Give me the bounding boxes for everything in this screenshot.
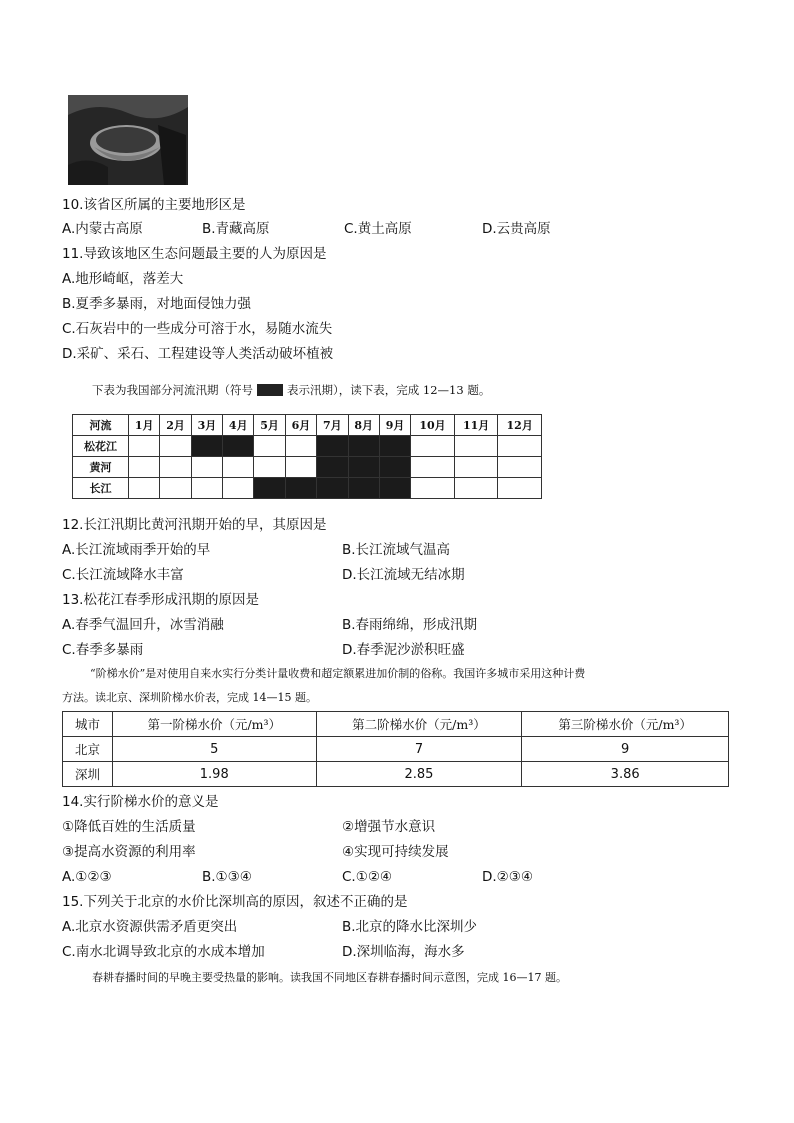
- q14-item-4: ④实现可持续发展: [342, 844, 449, 860]
- month-cell: [411, 478, 455, 499]
- table-row: [73, 436, 542, 457]
- q11-option-d[interactable]: D.采矿、采石、工程建设等人类活动破坏植被: [62, 346, 334, 362]
- flood-header-cell: 4月: [223, 415, 254, 436]
- month-cell: [454, 457, 498, 478]
- q15-stem: 15.下列关于北京的水价比深圳高的原因，叙述不正确的是: [62, 894, 408, 910]
- q14-option-a[interactable]: A.①②③: [62, 869, 112, 885]
- flood-header-cell: 6月: [285, 415, 316, 436]
- flood-month-cell: [254, 478, 285, 499]
- price-header-cell: 第一阶梯水价（元/m³）: [112, 712, 316, 737]
- q15-option-a[interactable]: A.北京水资源供需矛盾更突出: [62, 919, 238, 935]
- flood-header-cell: 12月: [498, 415, 542, 436]
- q13-option-c[interactable]: C.春季多暴雨: [62, 642, 144, 658]
- q11-option-b[interactable]: B.夏季多暴雨，对地面侵蚀力强: [62, 296, 252, 312]
- flood-header-cell: 5月: [254, 415, 285, 436]
- table-row: [73, 457, 542, 478]
- flood-table: [72, 414, 542, 499]
- month-cell: [191, 478, 222, 499]
- month-cell: [129, 478, 160, 499]
- q11-option-a[interactable]: A.地形崎岖，落差大: [62, 271, 184, 287]
- q10-options: [62, 220, 742, 238]
- q14-stem: 14.实行阶梯水价的意义是: [62, 794, 219, 810]
- q14-item-1: ①降低百姓的生活质量: [62, 819, 196, 835]
- q14-item-3: ③提高水资源的利用率: [62, 844, 196, 860]
- price-cell: 1.98: [112, 762, 316, 787]
- flood-header-cell: 11月: [454, 415, 498, 436]
- price-cell: 3.86: [522, 762, 729, 787]
- q15-option-d[interactable]: D.深圳临海，海水多: [342, 944, 465, 960]
- flood-month-cell: [191, 436, 222, 457]
- month-cell: [498, 457, 542, 478]
- flood-month-cell: [317, 436, 348, 457]
- q10-option-d[interactable]: D.云贵高原: [482, 221, 551, 237]
- flood-month-cell: [379, 478, 410, 499]
- month-cell: [254, 457, 285, 478]
- q12-option-a[interactable]: A.长江流域雨季开始的早: [62, 542, 211, 558]
- flood-month-cell: [317, 457, 348, 478]
- q11-stem: 11.导致该地区生态问题最主要的人为原因是: [62, 246, 327, 262]
- q15-option-b[interactable]: B.北京的降水比深圳少: [342, 919, 478, 935]
- karst-photo: [68, 95, 188, 185]
- flood-header-cell: 10月: [411, 415, 455, 436]
- flood-month-cell: [379, 436, 410, 457]
- flood-month-cell: [348, 478, 379, 499]
- q13-option-b[interactable]: B.春雨绵绵，形成汛期: [342, 617, 478, 633]
- q11-option-c[interactable]: C.石灰岩中的一些成分可溶于水，易随水流失: [62, 321, 333, 337]
- flood-month-cell: [223, 436, 254, 457]
- flood-intro: 下表为我国部分河流汛期（符号 表示汛期），读下表，完成 12—13 题。: [92, 383, 491, 397]
- price-table-header: [63, 712, 729, 737]
- table-row: [63, 762, 729, 787]
- month-cell: [498, 436, 542, 457]
- q10-option-b[interactable]: B.青藏高原: [202, 221, 270, 237]
- city-name: 北京: [63, 737, 113, 762]
- month-cell: [129, 436, 160, 457]
- q14-options: [62, 868, 742, 886]
- price-cell: 9: [522, 737, 729, 762]
- water-price-table: [62, 711, 729, 787]
- month-cell: [411, 457, 455, 478]
- flood-header-cell: 7月: [317, 415, 348, 436]
- month-cell: [160, 457, 191, 478]
- flood-header-cell: 1月: [129, 415, 160, 436]
- price-cell: 7: [316, 737, 522, 762]
- month-cell: [160, 436, 191, 457]
- price-intro-line1: “阶梯水价”是对使用自来水实行分类计量收费和超定额累进加价制的俗称。我国许多城市采用这种计费: [90, 667, 586, 680]
- city-name: 深圳: [63, 762, 113, 787]
- month-cell: [160, 478, 191, 499]
- price-header-cell: 城市: [63, 712, 113, 737]
- flood-header-cell: 8月: [348, 415, 379, 436]
- month-cell: [191, 457, 222, 478]
- month-cell: [454, 478, 498, 499]
- table-row: [73, 478, 542, 499]
- q14-item-2: ②增强节水意识: [342, 819, 436, 835]
- table-row: [63, 737, 729, 762]
- flood-header-cell: 2月: [160, 415, 191, 436]
- q12-option-b[interactable]: B.长江流域气温高: [342, 542, 451, 558]
- price-intro-line2: 方法。读北京、深圳阶梯水价表，完成 14—15 题。: [62, 691, 317, 704]
- price-header-cell: 第二阶梯水价（元/m³）: [316, 712, 522, 737]
- q14-option-b[interactable]: B.①③④: [202, 869, 252, 885]
- q13-stem: 13.松花江春季形成汛期的原因是: [62, 592, 259, 608]
- q10-option-c[interactable]: C.黄土高原: [344, 221, 412, 237]
- month-cell: [129, 457, 160, 478]
- q12-option-d[interactable]: D.长江流域无结冰期: [342, 567, 465, 583]
- q13-option-a[interactable]: A.春季气温回升，冰雪消融: [62, 617, 224, 633]
- flood-month-cell: [348, 436, 379, 457]
- flood-month-cell: [379, 457, 410, 478]
- q10-stem: 10.该省区所属的主要地形区是: [62, 197, 246, 213]
- month-cell: [454, 436, 498, 457]
- flood-month-cell: [348, 457, 379, 478]
- month-cell: [285, 457, 316, 478]
- price-header-cell: 第三阶梯水价（元/m³）: [522, 712, 729, 737]
- river-name: 长江: [73, 478, 129, 499]
- river-name: 黄河: [73, 457, 129, 478]
- q15-option-c[interactable]: C.南水北调导致北京的水成本增加: [62, 944, 265, 960]
- flood-legend-symbol: [257, 384, 283, 396]
- month-cell: [223, 478, 254, 499]
- river-name: 松花江: [73, 436, 129, 457]
- flood-month-cell: [317, 478, 348, 499]
- flood-header-cell: 3月: [191, 415, 222, 436]
- q14-option-d[interactable]: D.②③④: [482, 869, 533, 885]
- month-cell: [411, 436, 455, 457]
- flood-header-cell: 河流: [73, 415, 129, 436]
- flood-month-cell: [285, 478, 316, 499]
- q13-option-d[interactable]: D.春季泥沙淤积旺盛: [342, 642, 465, 658]
- q14-option-c[interactable]: C.①②④: [342, 869, 393, 885]
- flood-table-header: [73, 415, 542, 436]
- month-cell: [223, 457, 254, 478]
- spring-sowing-intro: 春耕春播时间的早晚主要受热量的影响。读我国不同地区春耕春播时间示意图，完成 16—17 题。: [92, 971, 567, 984]
- q10-option-a[interactable]: A.内蒙古高原: [62, 221, 143, 237]
- month-cell: [285, 436, 316, 457]
- price-cell: 5: [112, 737, 316, 762]
- price-cell: 2.85: [316, 762, 522, 787]
- flood-header-cell: 9月: [379, 415, 410, 436]
- month-cell: [498, 478, 542, 499]
- q12-option-c[interactable]: C.长江流域降水丰富: [62, 567, 184, 583]
- q12-stem: 12.长江汛期比黄河汛期开始的早，其原因是: [62, 517, 327, 533]
- month-cell: [254, 436, 285, 457]
